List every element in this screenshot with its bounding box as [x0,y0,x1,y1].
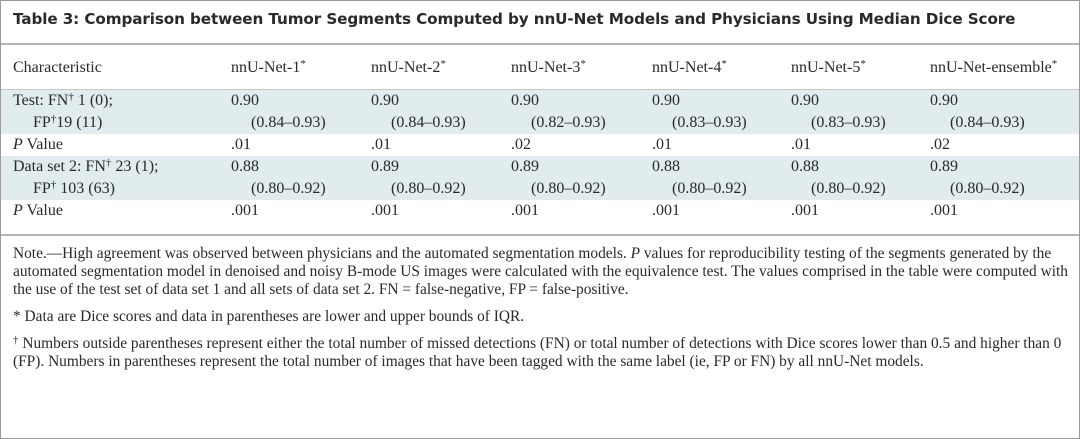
header-nnunet-3: nnU-Net-3* [511,58,586,76]
table-cell: .001 [371,202,399,219]
table-cell: .01 [231,136,251,153]
table-cell: .001 [930,202,958,219]
table-cell: .01 [791,136,811,153]
table-cell: .01 [652,136,672,153]
table-cell: .001 [511,202,539,219]
table-row-data-set-2-p [1,200,1079,222]
header-row [1,57,1079,90]
table-row-test [1,90,1079,134]
table-cell: 0.90 (0.82–0.93) [511,90,652,134]
table-note: Note.—High agreement was observed between physicians and the automated segmentation models. P values for reproducibility testing of the segments generated by the automated segmentation model in denoised and noisy B-mode US images were calculated with the equivalence test. The values comprised in the table were computed with the use of the test set of data set 1 and all sets of data set 2. FN = false-negative, FP = false-positive. [13,245,1068,298]
header-nnunet-5: nnU-Net-5* [791,58,866,76]
table-cell: 0.90 (0.84–0.93) [371,90,511,134]
header-nnunet-4: nnU-Net-4* [652,58,727,76]
bottom-rule [1,234,1079,236]
header-characteristic: Characteristic [13,59,102,76]
header-nnunet-2: nnU-Net-2* [371,58,446,76]
table-cell: 0.88 (0.80–0.92) [231,156,371,200]
row-label-data-set-2: Data set 2: FN† 23 (1); FP† 103 (63) [1,156,231,200]
footnote-star: * Data are Dice scores and data in parentheses are lower and upper bounds of IQR. [13,308,525,325]
table-row-test-p [1,134,1079,156]
top-rule [1,43,1079,45]
table-title: Table 3: Comparison between Tumor Segments Computed by nnU-Net Models and Physicians Using Median Dice Score [13,10,1016,28]
table-cell: .001 [652,202,680,219]
row-label-test: Test: FN† 1 (0); FP†19 (11) [1,90,231,134]
table-cell: 0.90 (0.84–0.93) [930,90,1079,134]
table-cell: .02 [930,136,950,153]
header-nnunet-ensemble: nnU-Net-ensemble* [930,58,1058,76]
table-footnotes [13,245,1068,380]
table-cell: .02 [511,136,531,153]
footnote-dagger: † Numbers outside parentheses represent either the total number of missed detections (FN) or total number of detections with Dice scores lower than 0.5 and higher than 0 (FP). Numbers in parentheses represent the total number of images that have been tagged with the same label (ie, FP or FN) by all nnU-Net models. [13,334,1062,370]
table-cell: 0.90 (0.83–0.93) [652,90,791,134]
row-label-test-p: P Value [13,136,63,153]
header-nnunet-1: nnU-Net-1* [231,58,306,76]
table-cell: 0.90 (0.84–0.93) [231,90,371,134]
table-cell: 0.89 (0.80–0.92) [371,156,511,200]
dice-score-table [1,57,1079,222]
table-cell: 0.88 (0.80–0.92) [791,156,930,200]
table-cell: 0.89 (0.80–0.92) [511,156,652,200]
table-cell: .001 [231,202,259,219]
row-label-data-set-2-p: P Value [13,202,63,219]
table-cell: 0.88 (0.80–0.92) [652,156,791,200]
table-cell: 0.89 (0.80–0.92) [930,156,1079,200]
table-cell: 0.90 (0.83–0.93) [791,90,930,134]
table-cell: .001 [791,202,819,219]
table-cell: .01 [371,136,391,153]
table-row-data-set-2 [1,156,1079,200]
